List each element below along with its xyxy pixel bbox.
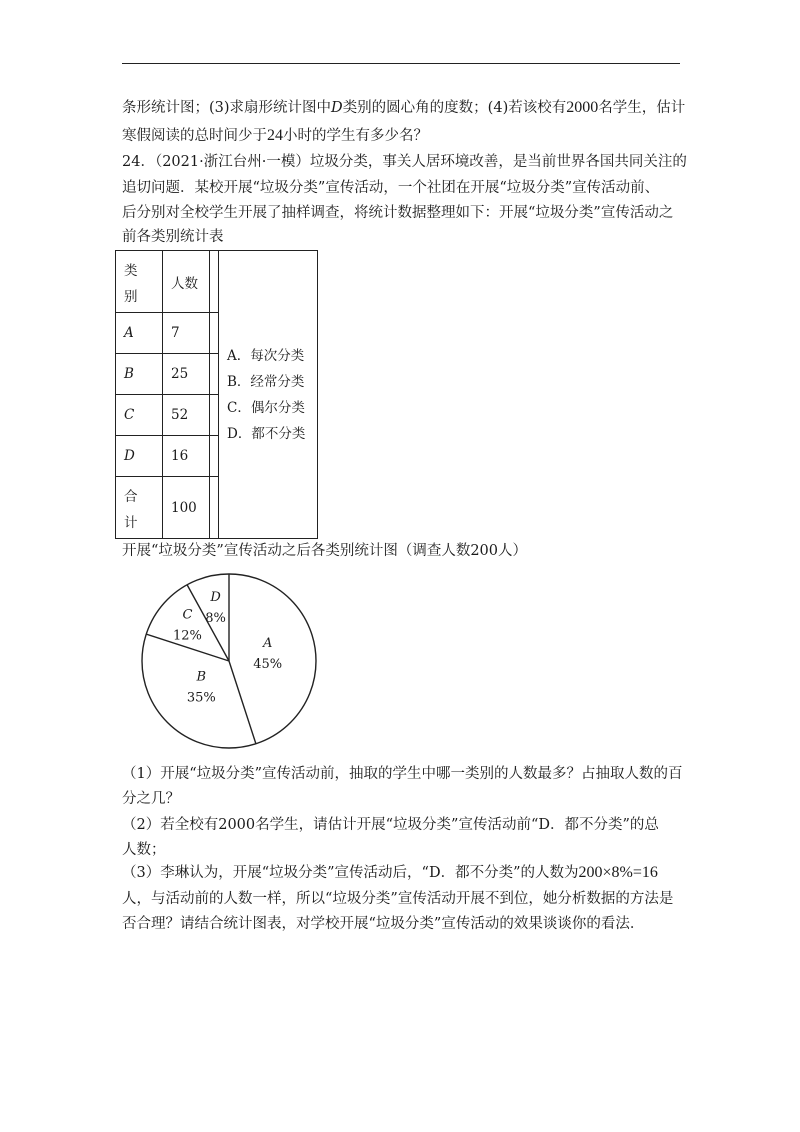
pie-slice-b-edge bbox=[229, 661, 256, 744]
chart-caption: 开展“垃圾分类”宣传活动之后各类别统计图（调查人数200人） bbox=[122, 543, 527, 559]
number-24: 24 bbox=[267, 127, 283, 144]
question-3-line-3: 否合理？请结合统计图表，对学校开展“垃圾分类”宣传活动的效果谈谈你的看法． bbox=[122, 916, 645, 932]
legend-d: D．都不分类 bbox=[227, 425, 306, 442]
row-count: 7 bbox=[163, 313, 210, 354]
row-category: A bbox=[116, 313, 163, 354]
pie-percent-c: 12% bbox=[172, 628, 202, 644]
header-rule bbox=[122, 63, 680, 64]
pie-chart bbox=[138, 572, 328, 754]
problem-24-line-3: 后分别对全校学生开展了抽样调查，将统计数据整理如下：开展“垃圾分类”宣传活动之 bbox=[122, 205, 674, 221]
row-category: C bbox=[116, 395, 163, 436]
intro-text: 名学生，估计 bbox=[598, 100, 686, 116]
row-category: B bbox=[116, 354, 163, 395]
number-2000: 2000 bbox=[566, 99, 599, 116]
legend-a: A．每次分类 bbox=[227, 347, 305, 364]
legend-b: B．经常分类 bbox=[227, 373, 305, 390]
row-count: 25 bbox=[163, 354, 210, 395]
intro-text: 类别的圆心角的度数；(4)若该校有 bbox=[342, 100, 567, 116]
pie-percent-d: 8% bbox=[205, 610, 226, 626]
question-3-text: （3）李琳认为，开展“垃圾分类”宣传活动后，“D．都不分类”的人数为 bbox=[122, 865, 579, 881]
pie-label-a: A bbox=[262, 635, 273, 651]
intro-line-2 bbox=[122, 126, 428, 146]
var-d: D bbox=[331, 100, 343, 116]
spacer-cell bbox=[210, 251, 219, 313]
legend-cell bbox=[219, 251, 318, 539]
pie-percent-a: 45% bbox=[253, 656, 283, 672]
header-category: 类 别 bbox=[116, 251, 163, 313]
row-count: 52 bbox=[163, 395, 210, 436]
intro-text: 小时的学生有多少名？ bbox=[283, 128, 428, 144]
header-count: 人数 bbox=[163, 251, 210, 313]
row-count: 16 bbox=[163, 436, 210, 477]
pie-label-d: D bbox=[210, 589, 221, 605]
question-1-line-1: （1）开展“垃圾分类”宣传活动前，抽取的学生中哪一类别的人数最多？占抽取人数的百 bbox=[122, 766, 683, 782]
question-2-line-1: （2）若全校有2000名学生，请估计开展“垃圾分类”宣传活动前“D．都不分类”的总 bbox=[122, 817, 659, 833]
total-label: 合 计 bbox=[116, 477, 163, 539]
question-1-line-2: 分之几？ bbox=[122, 791, 180, 807]
pie-label-c: C bbox=[182, 607, 193, 623]
intro-text: 条形统计图；(3)求扇形统计图中 bbox=[122, 100, 332, 116]
intro-line-1 bbox=[122, 98, 685, 118]
question-3-formula: 200×8%=16 bbox=[578, 864, 658, 881]
row-category: D bbox=[116, 436, 163, 477]
legend-c: C．偶尔分类 bbox=[227, 399, 305, 416]
pie-label-b: B bbox=[196, 669, 207, 685]
pie-percent-b: 35% bbox=[186, 690, 216, 706]
problem-24-line-4: 前各类别统计表 bbox=[122, 229, 224, 245]
intro-text: 寒假阅读的总时间少于 bbox=[122, 128, 267, 144]
problem-24-line-2: 追切问题．某校开展“垃圾分类”宣传活动，一个社团在开展“垃圾分类”宣传活动前、 bbox=[122, 180, 660, 196]
table-header-row bbox=[116, 251, 318, 313]
question-3-line-1 bbox=[122, 863, 658, 883]
stat-table bbox=[115, 250, 318, 539]
problem-24-line-1: 24．（2021·浙江台州·一模）垃圾分类，事关人居环境改善，是当前世界各国共同关注的 bbox=[122, 154, 687, 170]
question-3-line-2: 人，与活动前的人数一样，所以“垃圾分类”宣传活动开展不到位，她分析数据的方法是 bbox=[122, 891, 674, 907]
total-count: 100 bbox=[163, 477, 210, 539]
question-2-line-2: 人数； bbox=[122, 842, 166, 858]
